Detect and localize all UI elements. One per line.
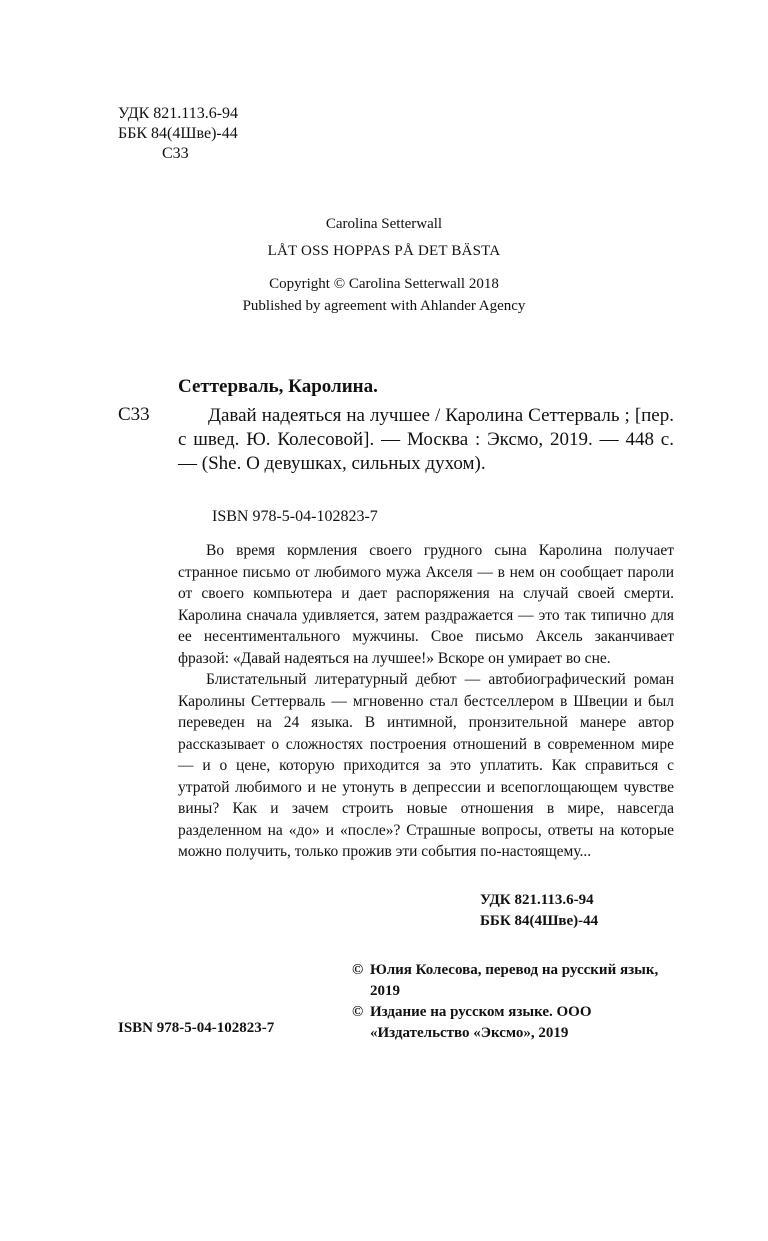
copyright-block	[352, 960, 682, 1044]
copyright-symbol: ©	[352, 962, 364, 978]
bottom-udk: УДК 821.113.6-94	[480, 892, 594, 908]
annotation	[178, 540, 674, 863]
catalog-author-mark: С33	[118, 404, 150, 425]
catalog-description: Давай надеяться на лучшее / Каролина Сеттерваль ; [пер. с швед. Ю. Колесовой]. — Москва : Эксмо, 2019. — 448 с. — (She. О девушках, сильных духом).	[178, 405, 674, 474]
bottom-isbn: ISBN 978-5-04-102823-7	[118, 1020, 275, 1036]
bottom-classification	[480, 890, 598, 932]
udk-code: УДК 821.113.6-94	[118, 105, 239, 122]
copyright-text: Юлия Колесова, перевод на русский язык, 2019	[370, 962, 659, 999]
classification-block	[118, 104, 238, 164]
bbk-code: ББК 84(4Шве)-44	[118, 125, 238, 142]
copyright-text: Издание на русском языке. ООО «Издательство «Эксмо», 2019	[370, 1004, 592, 1041]
copyright-translation	[352, 960, 682, 1002]
copyright-symbol: ©	[352, 1004, 364, 1020]
bottom-bbk: ББК 84(4Шве)-44	[480, 913, 599, 929]
annotation-paragraph: Блистательный литературный дебют — автобиографический роман Каролины Сеттерваль — мгновенно стал бестселлером в Швеции и был переведен на 24 языка. В интимной, пронзительной манере автор рассказывает о сложностях построения отношений в современном мире — и о цене, которую приходится за это уплатить. Как справиться с утратой любимого и не утонуть в депрессии и всепоглощающем чувстве вины? Как и зачем строить новые отношения в мире, навсегда разделенном на «до» и «после»? Страшные вопросы, ответы на которые можно получить, только прожив эти события по-настоящему...	[178, 671, 674, 860]
original-author: Carolina Setterwall	[325, 216, 443, 232]
original-title: LÅT OSS HOPPAS PÅ DET BÄSTA	[267, 243, 501, 259]
copyright-edition	[352, 1002, 682, 1044]
published-agreement: Published by agreement with Ahlander Agency	[242, 298, 526, 314]
author-mark: С33	[162, 145, 189, 162]
original-copyright: Copyright © Carolina Setterwall 2018	[269, 276, 499, 292]
catalog-isbn: ISBN 978-5-04-102823-7	[212, 508, 378, 525]
catalog-author-heading: Сеттерваль, Каролина.	[178, 376, 378, 397]
annotation-paragraph: Во время кормления своего грудного сына Каролина получает странное письмо от любимого мужа Акселя — в нем он сообщает пароли от своего компьютера и дает распоряжения на случай своей смерти. Каролина сначала удивляется, затем раздражается — это так типично для ее несентиментального мужчины. Свое письмо Аксель заканчивает фразой: «Давай надеяться на лучшее!» Вскоре он умирает во сне.	[178, 542, 674, 667]
